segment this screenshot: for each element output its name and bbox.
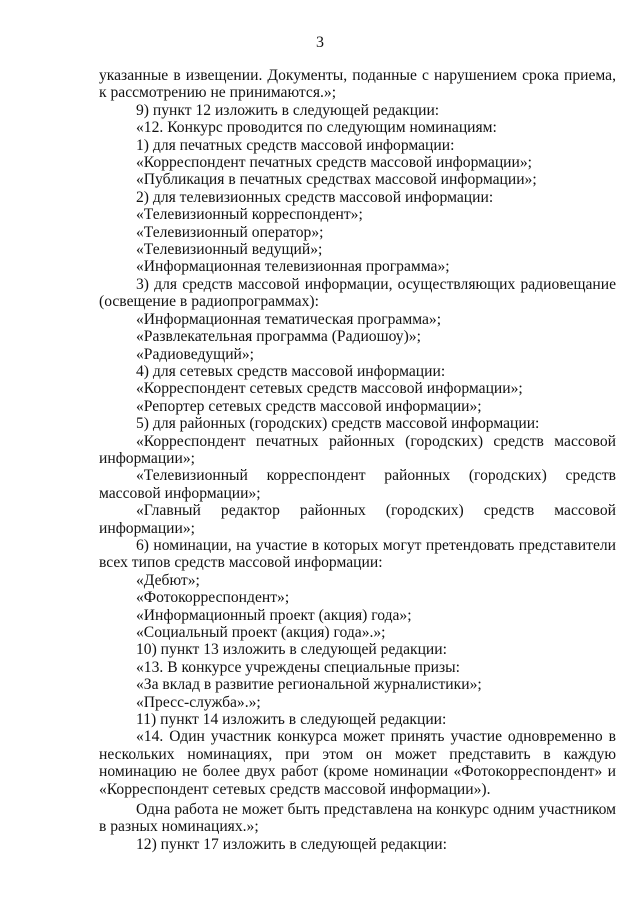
paragraph: «Корреспондент сетевых средств массовой информации»;	[136, 380, 523, 398]
document-body	[99, 67, 616, 853]
paragraph: 9) пункт 12 изложить в следующей редакции:	[136, 101, 440, 119]
paragraph: Одна работа не может быть представлена на конкурс одним участником в разных номинациях.»;	[99, 801, 616, 836]
paragraph: 6) номинации, на участие в которых могут претендовать представители всех типов средств массовой информации:	[99, 536, 616, 572]
paragraph: «12. Конкурс проводится по следующим номинациям:	[136, 119, 497, 137]
paragraph: 1) для печатных средств массовой информации:	[136, 136, 455, 154]
paragraph: 5) для районных (городских) средств массовой информации:	[136, 415, 540, 433]
paragraph: «Развлекательная программа (Радиошоу)»;	[136, 328, 421, 346]
paragraph: «Пресс-служба».»;	[136, 693, 261, 711]
paragraph: «Телевизионный ведущий»;	[136, 241, 323, 259]
paragraph: «14. Один участник конкурса может принять участие одновременно в нескольких номинациях, при этом он может представить в каждую номинацию не более двух работ (кроме номинации «Фотокорреспондент» и «Корреспондент сетевых средств массовой информации»).	[99, 728, 616, 798]
paragraph: «Социальный проект (акция) года».»;	[136, 624, 386, 641]
paragraph: 2) для телевизионных средств массовой информации:	[136, 188, 494, 206]
paragraph: указанные в извещении. Документы, поданные с нарушением срока приема, к рассмотрению не принимаются.»;	[99, 67, 616, 102]
paragraph: «Телевизионный оператор»;	[136, 223, 324, 241]
paragraph: «Фотокорреспондент»;	[136, 589, 290, 607]
paragraph: 12) пункт 17 изложить в следующей редакции:	[136, 835, 447, 853]
paragraph: «Информационный проект (акция) года»;	[136, 606, 412, 624]
paragraph: «Информационная телевизионная программа»;	[136, 258, 450, 276]
paragraph: «Корреспондент печатных средств массовой информации»;	[136, 154, 532, 172]
paragraph: 11) пункт 14 изложить в следующей редакции:	[136, 711, 447, 729]
paragraph: «Радиоведущий»;	[136, 345, 255, 363]
paragraph: «Телевизионный корреспондент районных (городских) средств массовой информации»;	[99, 467, 616, 502]
paragraph: «Публикация в печатных средствах массовой информации»;	[136, 171, 537, 189]
paragraph: «Дебют»;	[136, 571, 200, 589]
paragraph: «Репортер сетевых средств массовой информации»;	[136, 397, 482, 415]
paragraph: «Корреспондент печатных районных (городских) средств массовой информации»;	[99, 432, 616, 467]
paragraph: 10) пункт 13 изложить в следующей редакции:	[136, 641, 447, 659]
page-number: 3	[316, 34, 324, 51]
paragraph: «Телевизионный корреспондент»;	[136, 206, 363, 224]
paragraph: «Информационная тематическая программа»;	[136, 310, 442, 328]
paragraph: 4) для сетевых средств массовой информации:	[136, 362, 446, 380]
paragraph: «Главный редактор районных (городских) средств массовой информации»;	[99, 502, 616, 537]
paragraph: «13. В конкурсе учреждены специальные призы:	[136, 658, 460, 676]
paragraph: 3) для средств массовой информации, осуществляющих радиовещание (освещение в радиопрограммах):	[99, 275, 616, 311]
paragraph: «За вклад в развитие региональной журналистики»;	[136, 676, 482, 694]
